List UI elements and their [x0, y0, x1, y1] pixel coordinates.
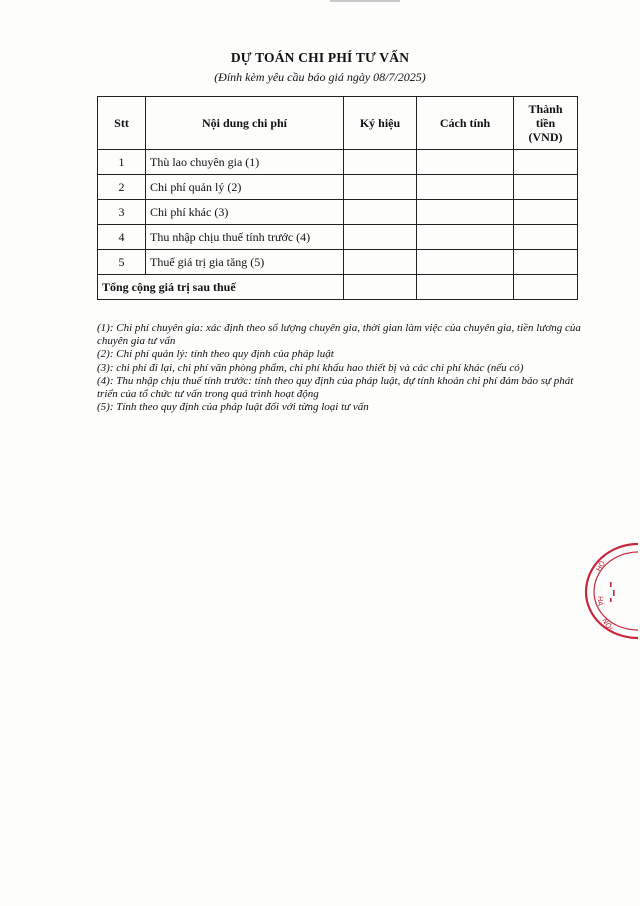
footnote-2: (2): Chi phí quản lý: tính theo quy định của pháp luật: [97, 348, 334, 361]
row-amount: [514, 225, 578, 250]
header-amount: Thành tiền (VND): [514, 97, 578, 150]
header-stt: Stt: [98, 97, 146, 150]
svg-text:HÀ: HÀ: [596, 596, 604, 607]
row-stt: 4: [98, 225, 146, 250]
table-row: [98, 225, 578, 250]
document-title: DỰ TOÁN CHI PHÍ TƯ VẤN: [230, 50, 410, 65]
header-content: Nội dung chi phí: [146, 97, 344, 150]
row-symbol: [344, 175, 417, 200]
row-method: [417, 250, 514, 275]
footnote-3: (3): chi phí đi lại, chi phí văn phòng phẩm, chi phí khấu hao thiết bị và các chi phí khác (nếu có): [97, 361, 524, 374]
row-symbol: [344, 150, 417, 175]
row-amount: [514, 150, 578, 175]
footnote-4: (4): Thu nhập chịu thuế tính trước: tính theo quy định của pháp luật, dự tính khoản chi phí đảm bảo sự phát triển của tổ chức tư vấn trong quá trình hoạt động: [97, 374, 574, 401]
table-row: [98, 200, 578, 225]
row-content: Thù lao chuyên gia (1): [146, 150, 344, 175]
table-row: [98, 150, 578, 175]
row-content: Chi phí quản lý (2): [146, 175, 344, 200]
row-content: Thu nhập chịu thuế tính trước (4): [146, 225, 344, 250]
total-label: Tổng cộng giá trị sau thuế: [98, 275, 344, 300]
svg-text:HỒ: HỒ: [594, 559, 608, 573]
total-method: [417, 275, 514, 300]
table-row: [98, 175, 578, 200]
row-amount: [514, 250, 578, 275]
row-symbol: [344, 225, 417, 250]
row-stt: 1: [98, 150, 146, 175]
row-method: [417, 225, 514, 250]
footnotes: [97, 322, 581, 414]
total-symbol: [344, 275, 417, 300]
footnote-1: (1): Chi phí chuyên gia: xác định theo số lượng chuyên gia, thời gian làm việc của chuyên gia, tiền lương của chuyên gia tư vấn: [97, 322, 581, 348]
header-method: Cách tính: [417, 97, 514, 150]
cost-estimate-table: [97, 96, 578, 300]
row-symbol: [344, 200, 417, 225]
row-symbol: [344, 250, 417, 275]
row-amount: [514, 200, 578, 225]
total-amount: [514, 275, 578, 300]
row-method: [417, 175, 514, 200]
svg-text:NỘI: NỘI: [600, 617, 614, 633]
row-stt: 5: [98, 250, 146, 275]
document-subtitle: (Đính kèm yêu cầu báo giá ngày 08/7/2025): [214, 70, 426, 84]
row-content: Chi phí khác (3): [146, 200, 344, 225]
scan-mark: [330, 0, 400, 2]
row-stt: 3: [98, 200, 146, 225]
row-method: [417, 200, 514, 225]
table-header-row: [98, 97, 578, 150]
row-amount: [514, 175, 578, 200]
red-seal-stamp: [578, 540, 640, 640]
table-row: [98, 250, 578, 275]
header-symbol: Ký hiệu: [344, 97, 417, 150]
row-method: [417, 150, 514, 175]
row-content: Thuế giá trị gia tăng (5): [146, 250, 344, 275]
footnote-5: (5): Tính theo quy định của pháp luật đối với từng loại tư vấn: [97, 401, 369, 414]
row-stt: 2: [98, 175, 146, 200]
total-row: [98, 275, 578, 300]
